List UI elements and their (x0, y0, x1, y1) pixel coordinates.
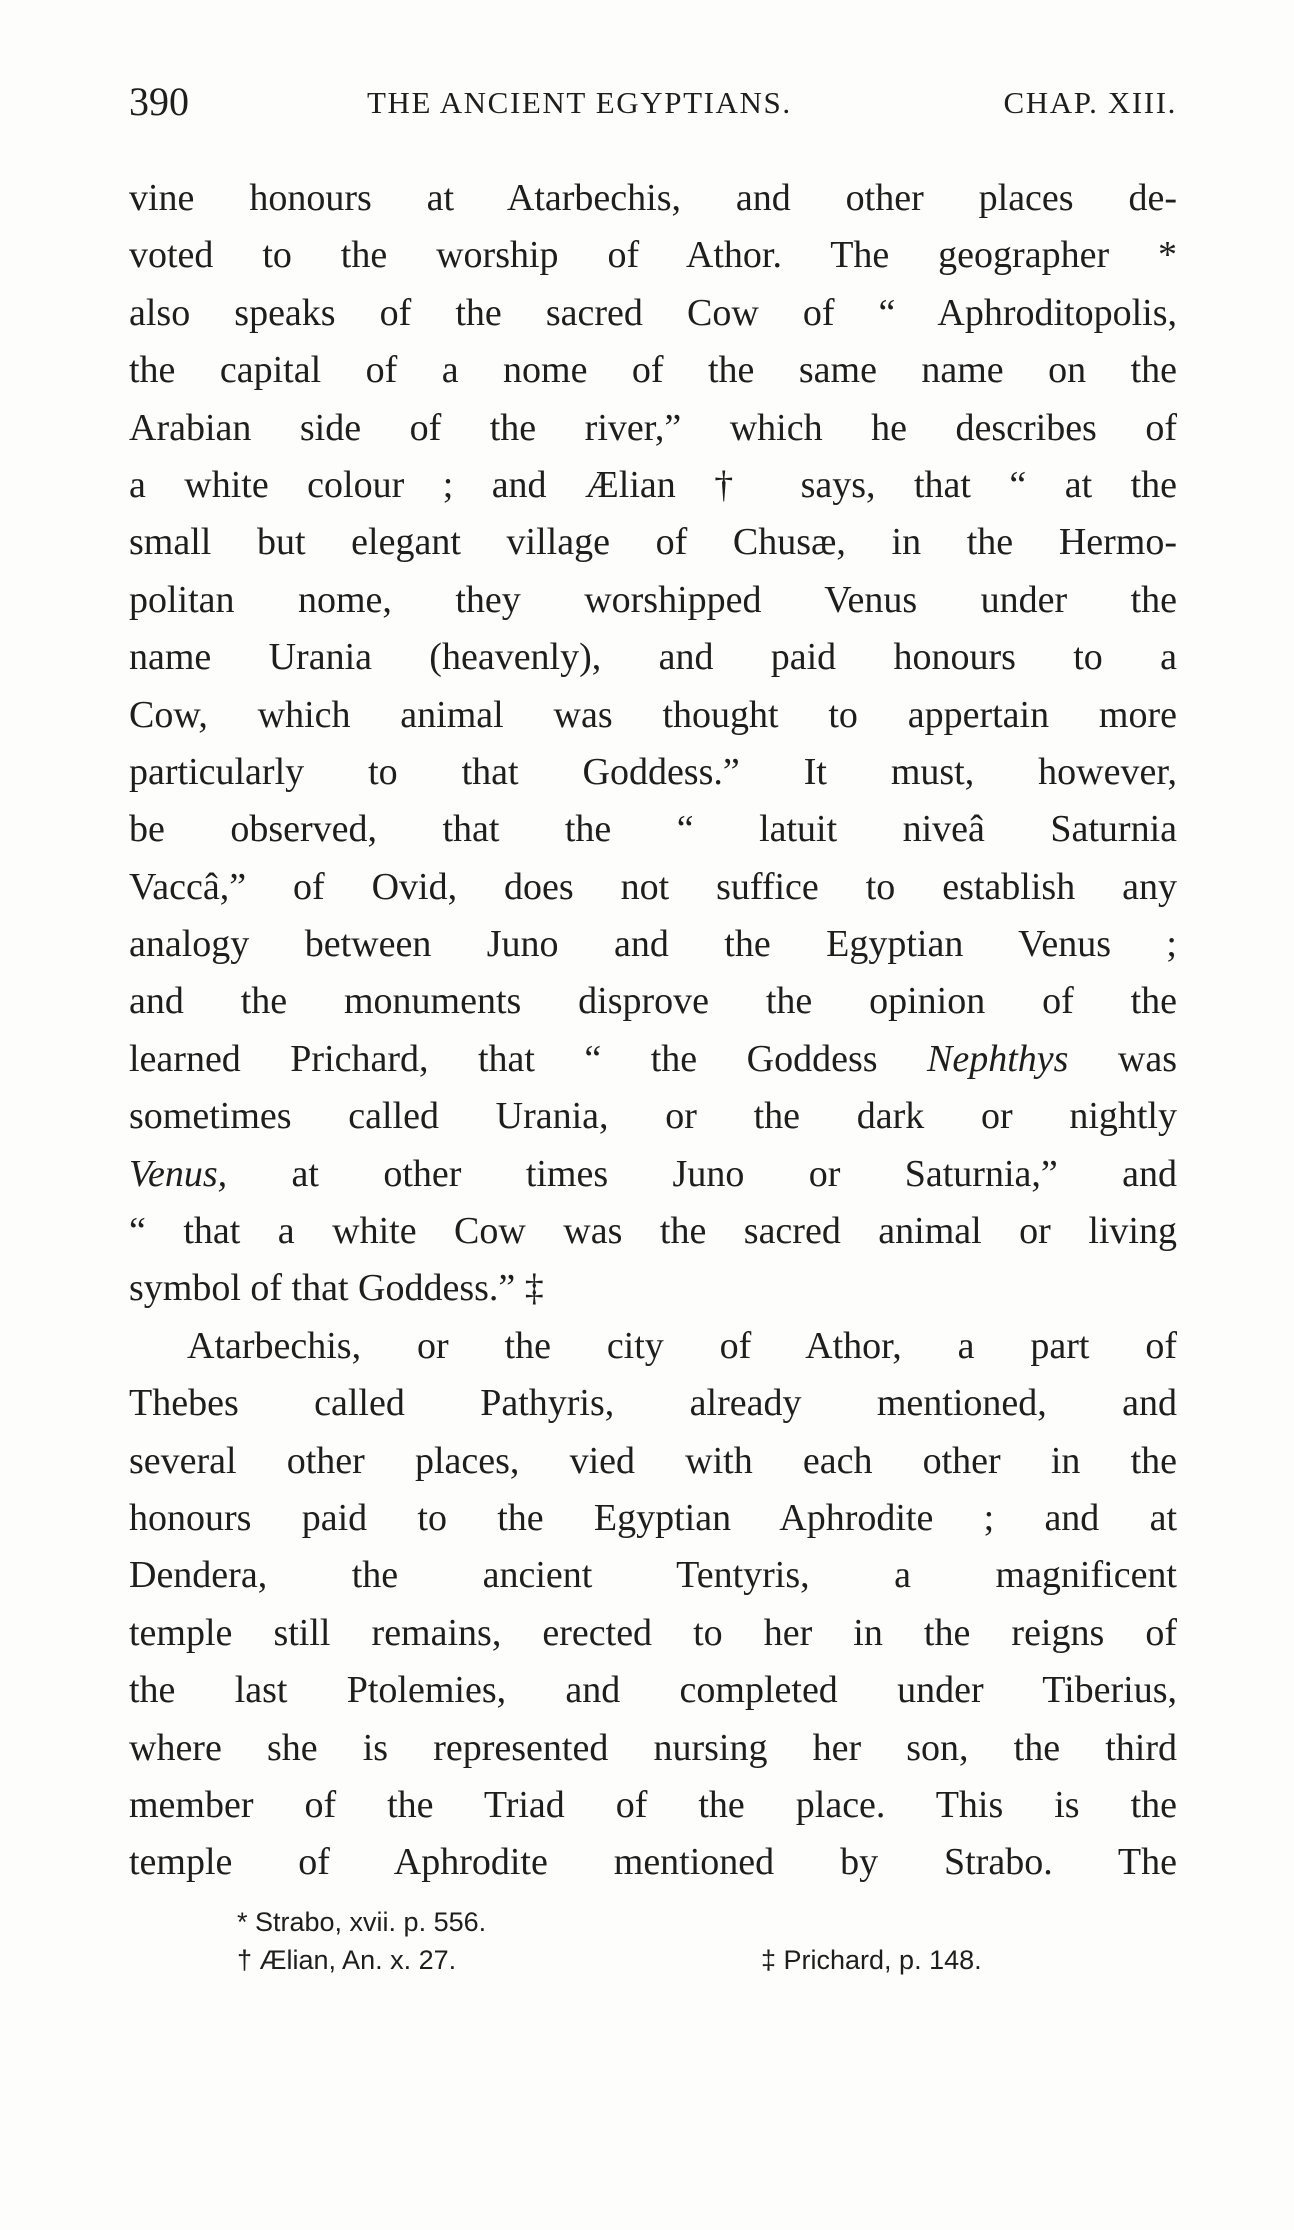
text-line: Atarbechis, or the city of Athor, a part of (187, 1324, 1177, 1367)
body-text (129, 170, 1177, 1892)
footnote-row (129, 1903, 1177, 1941)
text-line: name Urania (heavenly), and paid honours to a (129, 636, 1177, 679)
text-line: the capital of a nome of the same name on the (129, 349, 1177, 392)
text-line: Dendera, the ancient Tentyris, a magnificent (129, 1554, 1177, 1597)
text-line: particularly to that Goddess.” It must, however, (129, 750, 1177, 793)
text-line: analogy between Juno and the Egyptian Venus ; (129, 923, 1177, 966)
footnote-row (129, 1941, 1177, 1979)
italic-name: Nephthys (927, 1037, 1069, 1080)
text-line: and the monuments disprove the opinion of the (129, 980, 1177, 1023)
text-line: temple of Aphrodite mentioned by Strabo. The (129, 1841, 1177, 1884)
text-line (129, 1146, 1177, 1203)
footnote-dagger: † Ælian, An. x. 27. (237, 1945, 457, 1975)
running-head (129, 78, 1177, 128)
text-segment: was (1068, 1037, 1177, 1080)
chapter-label: CHAP. XIII. (1003, 85, 1177, 120)
text-line: symbol of that Goddess.” ‡ (129, 1267, 544, 1310)
book-title: THE ANCIENT EGYPTIANS. (367, 85, 792, 120)
footnotes (129, 1903, 1177, 1979)
text-line: temple still remains, erected to her in the reigns of (129, 1611, 1177, 1654)
text-line: several other places, vied with each other in the (129, 1439, 1177, 1482)
text-line: Arabian side of the river,” which he describes of (129, 406, 1177, 449)
text-line: also speaks of the sacred Cow of “ Aphroditopolis, (129, 291, 1177, 334)
text-line: Cow, which animal was thought to appertain more (129, 693, 1177, 736)
text-segment: learned Prichard, that “ the Goddess (129, 1037, 927, 1080)
text-line: honours paid to the Egyptian Aphrodite ; and at (129, 1496, 1177, 1539)
text-line (129, 1031, 1177, 1088)
text-line: Vaccâ,” of Ovid, does not suffice to establish any (129, 865, 1177, 908)
page-number: 390 (129, 79, 189, 124)
footnote-double-dagger: ‡ Prichard, p. 148. (761, 1945, 982, 1975)
text-line: vine honours at Atarbechis, and other places de- (129, 177, 1177, 219)
text-line: small but elegant village of Chusæ, in the Hermo- (129, 521, 1177, 564)
text-line: the last Ptolemies, and completed under Tiberius, (129, 1669, 1177, 1712)
text-segment: at other times Juno or Saturnia,” and (227, 1152, 1177, 1195)
footnote-star: * Strabo, xvii. p. 556. (237, 1907, 487, 1937)
text-line: “ that a white Cow was the sacred animal or living (129, 1210, 1177, 1253)
text-line: be observed, that the “ latuit niveâ Saturnia (129, 808, 1177, 851)
text-line: voted to the worship of Athor. The geographer * (129, 234, 1177, 277)
text-line: a white colour ; and Ælian † says, that “ at the (129, 463, 1177, 506)
text-line: member of the Triad of the place. This is the (129, 1783, 1177, 1826)
text-line: sometimes called Urania, or the dark or nightly (129, 1095, 1177, 1138)
text-line: politan nome, they worshipped Venus under the (129, 578, 1177, 621)
text-line: Thebes called Pathyris, already mentioned, and (129, 1382, 1177, 1425)
italic-name: Venus, (129, 1152, 228, 1195)
text-line: where she is represented nursing her son, the third (129, 1726, 1177, 1769)
